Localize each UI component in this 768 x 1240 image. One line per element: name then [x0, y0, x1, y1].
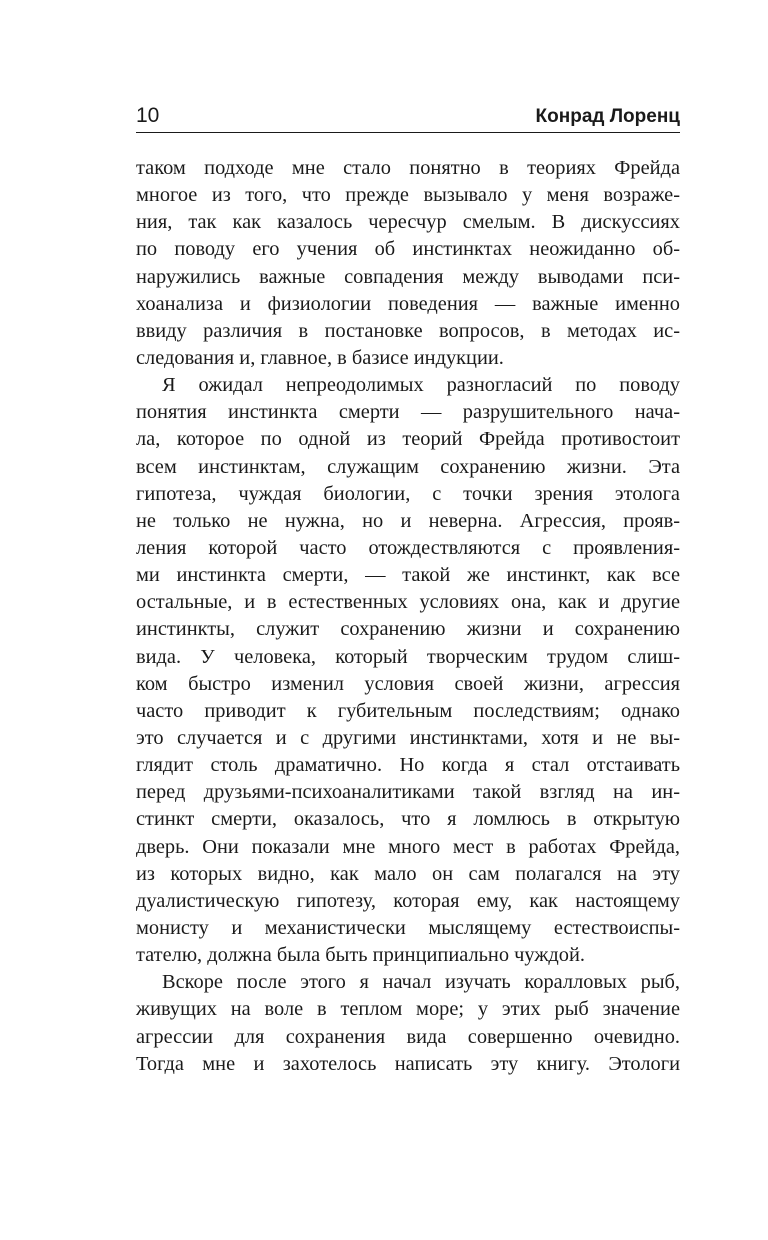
text-line: агрессии для сохранения вида совершенно очевидно. — [136, 1025, 680, 1048]
text-line: понятия инстинкта смерти — разрушительного нача- — [136, 401, 680, 424]
text-line: гипотеза, чуждая биологии, с точки зрения этолога — [136, 482, 680, 505]
text-line: ввиду различия в постановке вопросов, в методах ис- — [136, 319, 680, 342]
page-number: 10 — [136, 104, 160, 127]
text-line: по поводу его учения об инстинктах неожиданно об- — [136, 238, 680, 261]
text-line: дуалистическую гипотезу, которая ему, как настоящему — [136, 889, 680, 912]
text-line: хоанализа и физиологии поведения — важные именно — [136, 292, 680, 315]
text-line: Тогда мне и захотелось написать эту книгу. Этологи — [136, 1052, 680, 1075]
text-line: из которых видно, как мало он сам полагался на эту — [136, 862, 680, 885]
text-line: часто приводит к губительным последствиям; однако — [136, 699, 680, 722]
body-text — [136, 155, 680, 1078]
paragraph — [136, 372, 680, 969]
text-line: тателю, должна была быть принципиально чуждой. — [136, 944, 585, 967]
running-header — [136, 100, 680, 133]
text-line: перед друзьями-психоаналитиками такой взгляд на ин- — [136, 781, 680, 804]
text-line: это случается и с другими инстинктами, хотя и не вы- — [136, 726, 680, 749]
text-line: вида. У человека, который творческим трудом слиш- — [136, 645, 680, 668]
text-line: монисту и механистически мыслящему естествоиспы- — [136, 916, 680, 939]
text-line: таком подходе мне стало понятно в теориях Фрейда — [136, 157, 680, 179]
text-line: ла, которое по одной из теорий Фрейда противостоит — [136, 428, 680, 451]
running-head-author: Конрад Лоренц — [535, 106, 680, 127]
text-line: ния, так как казалось чересчур смелым. В дискуссиях — [136, 211, 680, 234]
text-line: наружились важные совпадения между выводами пси- — [136, 265, 680, 288]
text-line: Вскоре после этого я начал изучать коралловых рыб, — [162, 971, 680, 994]
text-line: не только не нужна, но и неверна. Агрессия, прояв- — [136, 509, 680, 532]
text-line: Я ожидал непреодолимых разногласий по поводу — [162, 374, 680, 397]
text-line: всем инстинктам, служащим сохранению жизни. Эта — [136, 455, 680, 478]
text-line: дверь. Они показали мне много мест в работах Фрейда, — [136, 835, 680, 858]
text-line: остальные, и в естественных условиях она, как и другие — [136, 591, 680, 614]
text-line: стинкт смерти, оказалось, что я ломлюсь в открытую — [136, 808, 680, 831]
paragraph — [136, 155, 680, 372]
text-line: ком быстро изменил условия своей жизни, агрессия — [136, 672, 680, 695]
text-line: многое из того, что прежде вызывало у меня возраже- — [136, 184, 680, 207]
paragraph — [136, 969, 680, 1078]
text-line: ми инстинкта смерти, — такой же инстинкт, как все — [136, 564, 680, 587]
text-line: живущих на воле в теплом море; у этих рыб значение — [136, 998, 680, 1021]
text-line: следования и, главное, в базисе индукции. — [136, 346, 504, 369]
text-line: ления которой часто отождествляются с проявления- — [136, 536, 680, 559]
text-line: глядит столь драматично. Но когда я стал отстаивать — [136, 754, 680, 777]
text-line: инстинкты, служит сохранению жизни и сохранению — [136, 618, 680, 641]
